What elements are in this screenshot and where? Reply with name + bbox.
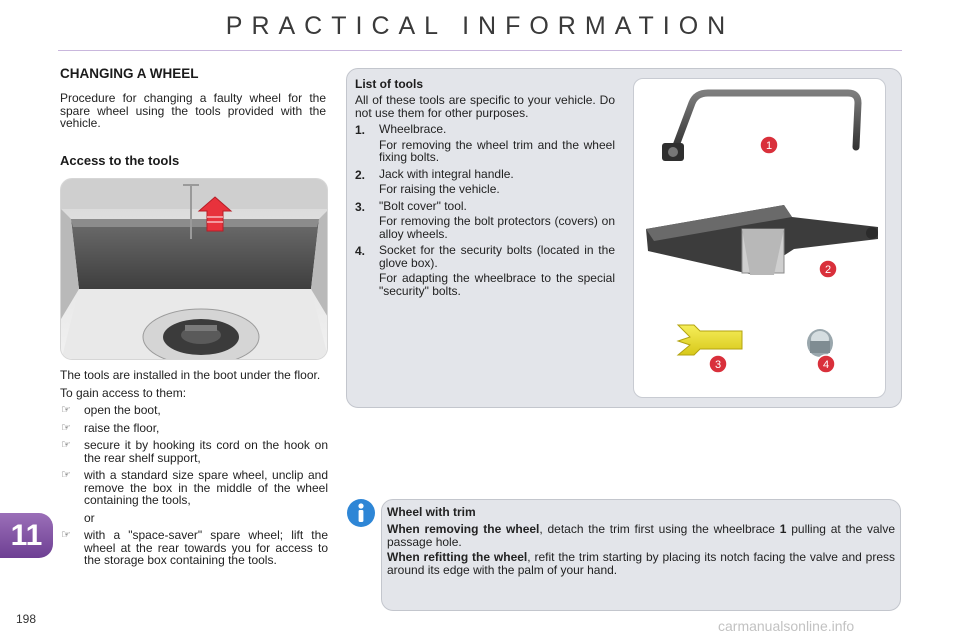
svg-text:1: 1 <box>765 140 773 152</box>
tool-number: 1. <box>355 123 366 137</box>
security-socket-icon <box>807 329 833 357</box>
callout-4-icon <box>817 355 835 373</box>
callout-3-icon <box>709 355 727 373</box>
access-instructions <box>60 369 328 572</box>
tools-title: List of tools <box>355 77 423 91</box>
info-text <box>387 505 895 579</box>
page-header-title: PRACTICAL INFORMATION <box>225 12 735 40</box>
chapter-tab: 11 <box>0 513 53 558</box>
pointing-hand-icon: ☞ <box>61 469 71 481</box>
list-item: ☞ secure it by hooking its cord on the hook on the rear shelf support, <box>61 438 328 465</box>
tool-number: 2. <box>355 167 366 182</box>
pointing-hand-icon: ☞ <box>61 421 71 434</box>
list-item-or: or <box>84 510 95 525</box>
list-item: ☞ open the boot, <box>61 403 161 417</box>
tool-name: Jack with integral handle. <box>379 166 514 181</box>
tools-intro: All of these tools are specific to your vehicle. Do not use them for other purposes. <box>355 93 615 120</box>
tools-illustration <box>633 78 886 398</box>
tool-item-3 <box>355 200 615 241</box>
tool-name: Wheelbrace. <box>379 122 447 136</box>
jack-icon <box>646 205 878 275</box>
bolt-cover-tool-icon <box>678 325 742 355</box>
tool-name: "Bolt cover" tool. <box>379 198 467 213</box>
info-refitting: When refitting the wheel, refit the trim starting by placing its notch facing the valve and press around its edge with the palm of your hand. <box>387 550 896 577</box>
callout-1-icon <box>760 136 778 154</box>
tool-item-4 <box>355 244 615 297</box>
access-subtitle: Access to the tools <box>60 153 180 168</box>
list-item: ☞ with a standard size spare wheel, unclip and remove the box in the middle of the wheel containing the tools, <box>61 468 328 507</box>
info-panel <box>381 499 901 611</box>
page-number: 198 <box>16 612 37 626</box>
watermark-text: carmanualsonline.info <box>718 618 855 634</box>
pointing-hand-icon: ☞ <box>61 439 71 451</box>
list-item: ☞ raise the floor, <box>61 420 160 435</box>
tool-description: For raising the vehicle. <box>379 182 500 196</box>
access-text: The tools are installed in the boot under the floor. <box>60 368 321 382</box>
svg-text:2: 2 <box>824 264 832 276</box>
tool-item-1 <box>355 123 615 164</box>
callout-2-icon <box>819 260 837 278</box>
tool-number: 4. <box>355 244 366 258</box>
tools-text <box>355 77 615 301</box>
section-intro: Procedure for changing a faulty wheel for the spare wheel using the tools provided with the vehicle. <box>60 91 326 130</box>
svg-text:3: 3 <box>714 359 722 371</box>
tools-panel <box>346 68 902 408</box>
info-removing: When removing the wheel, detach the trim first using the wheelbrace 1 pulling at the valve passage hole. <box>387 522 895 549</box>
wheelbrace-icon <box>662 93 858 161</box>
pointing-hand-icon: ☞ <box>61 404 71 416</box>
info-title: Wheel with trim <box>387 505 476 519</box>
tool-description: For adapting the wheelbrace to the special "security" bolts. <box>379 271 615 298</box>
tool-name: Socket for the security bolts (located in the glove box). <box>379 243 615 270</box>
access-lead: To gain access to them: <box>60 385 187 400</box>
info-icon <box>346 498 376 528</box>
pointing-hand-icon: ☞ <box>61 529 71 541</box>
boot-illustration <box>60 178 328 360</box>
access-steps-list <box>60 404 328 567</box>
section-title: CHANGING A WHEEL <box>60 66 199 81</box>
list-item: ☞ with a "space-saver" spare wheel; lift the wheel at the rear towards you for access to the storage box containing the tools. <box>61 528 328 567</box>
svg-text:4: 4 <box>822 359 830 371</box>
tool-description: For removing the bolt protectors (covers) on alloy wheels. <box>379 214 615 241</box>
tool-description: For removing the wheel trim and the wheel fixing bolts. <box>379 137 615 164</box>
tool-item-2 <box>355 168 615 196</box>
tool-number: 3. <box>355 199 366 214</box>
header-divider <box>58 50 902 51</box>
